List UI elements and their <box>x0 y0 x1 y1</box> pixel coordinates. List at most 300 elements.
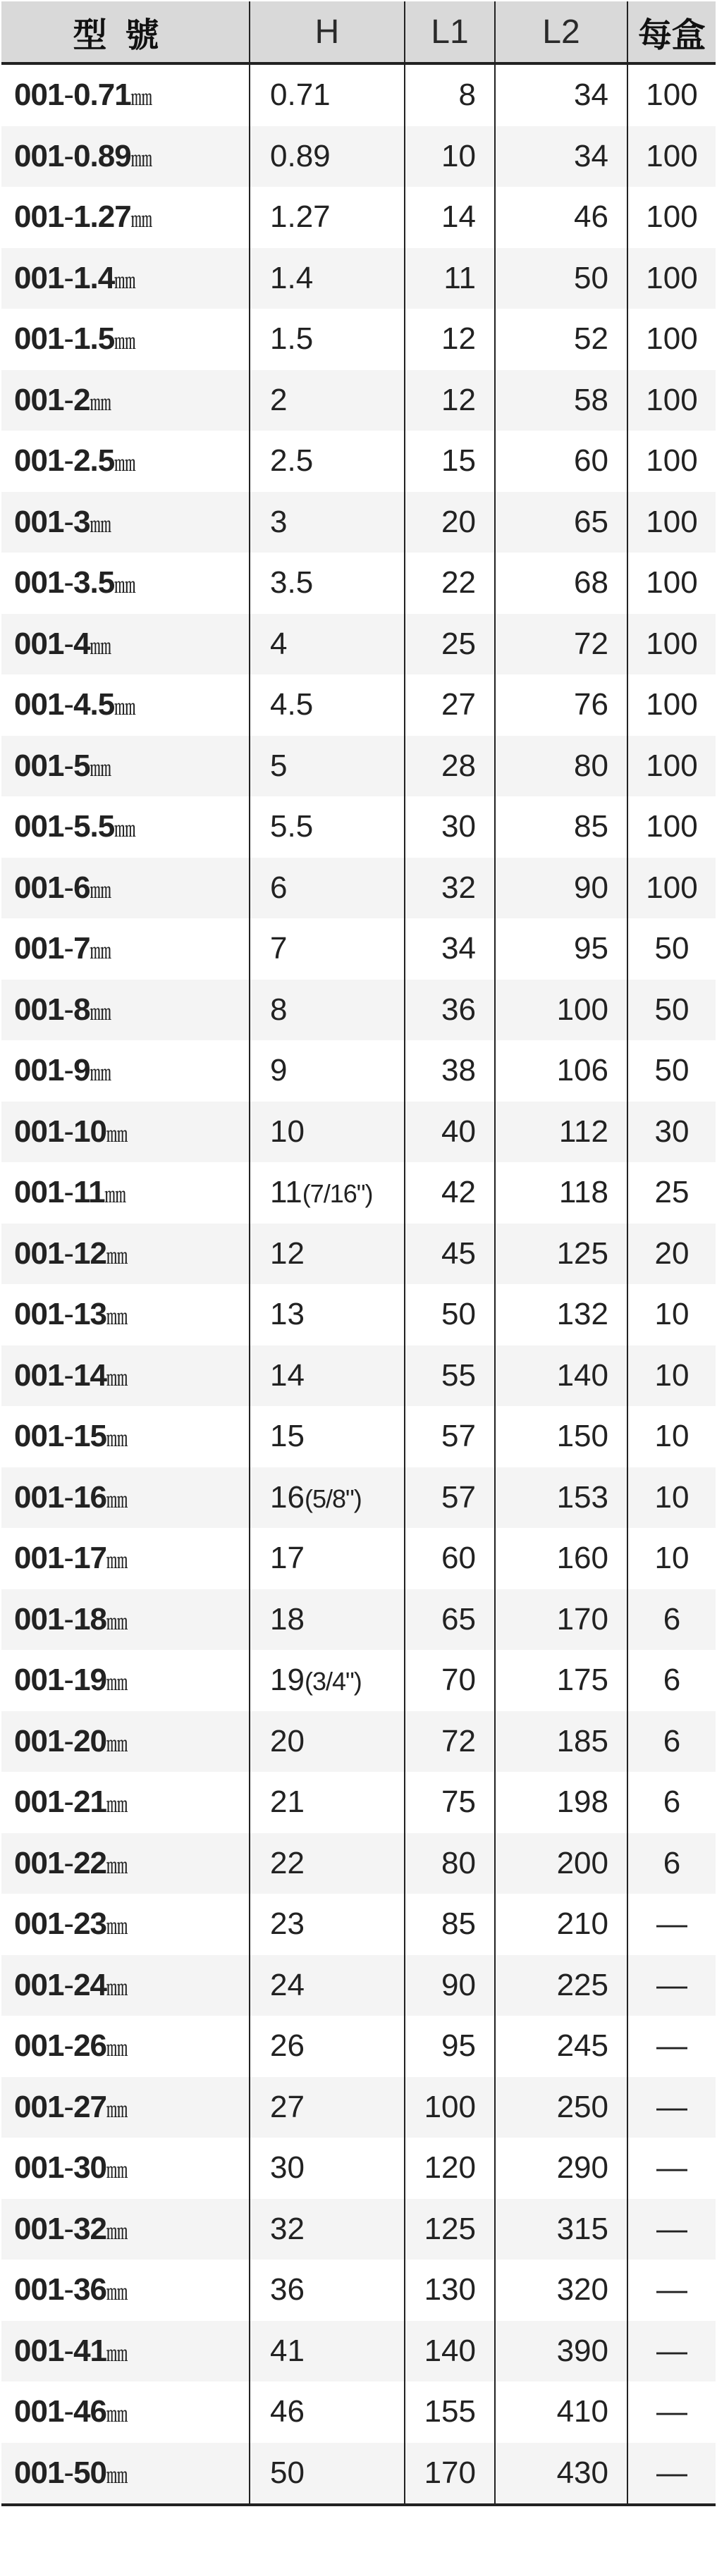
per-box-cell: 50 <box>627 980 716 1041</box>
header-model: 型號 <box>1 1 250 63</box>
l1-cell: 170 <box>405 2443 495 2506</box>
h-cell <box>250 126 405 187</box>
table-row <box>1 1650 716 1711</box>
l1-cell: 85 <box>405 1894 495 1955</box>
h-cell <box>250 1833 405 1894</box>
model-unit: ㎜ <box>106 1732 127 1756</box>
header-l2: L2 <box>495 1 627 63</box>
l2-cell: 95 <box>495 918 627 980</box>
per-box-cell: 10 <box>627 1467 716 1529</box>
h-cell <box>250 1040 405 1102</box>
l2-cell: 160 <box>495 1528 627 1589</box>
h-value: 32 <box>270 2211 305 2246</box>
model-prefix: 001 <box>14 1541 64 1576</box>
model-separator: - <box>63 78 74 113</box>
model-size: 22 <box>73 1845 107 1880</box>
per-box-cell: — <box>627 2077 716 2138</box>
table-row <box>1 2016 716 2077</box>
h-cell <box>250 2199 405 2260</box>
model-unit: ㎜ <box>106 2464 127 2488</box>
model-cell <box>1 248 250 309</box>
model-size: 23 <box>73 1906 107 1942</box>
l1-cell: 155 <box>405 2381 495 2443</box>
model-separator: - <box>63 1357 74 1393</box>
model-separator: - <box>63 1053 74 1088</box>
model-prefix: 001 <box>14 870 64 905</box>
table-row <box>1 553 716 614</box>
model-unit: ㎜ <box>90 513 110 537</box>
l1-cell: 100 <box>405 2077 495 2138</box>
h-cell <box>250 1528 405 1589</box>
h-cell <box>250 2138 405 2199</box>
model-size: 5 <box>73 748 90 783</box>
l1-cell: 120 <box>405 2138 495 2199</box>
per-box-cell: 100 <box>627 674 716 736</box>
model-prefix: 001 <box>14 1479 64 1515</box>
model-prefix: 001 <box>14 1967 64 2002</box>
model-prefix: 001 <box>14 138 64 173</box>
h-value: 24 <box>270 1967 305 2002</box>
model-separator: - <box>63 1297 74 1332</box>
table-row <box>1 1589 716 1651</box>
l2-cell: 106 <box>495 1040 627 1102</box>
per-box-cell: 6 <box>627 1711 716 1773</box>
l1-cell: 10 <box>405 126 495 187</box>
l1-cell: 40 <box>405 1102 495 1163</box>
table-row <box>1 1406 716 1467</box>
per-box-cell: 100 <box>627 858 716 919</box>
h-value: 36 <box>270 2272 305 2307</box>
l2-cell: 185 <box>495 1711 627 1773</box>
h-cell <box>250 248 405 309</box>
h-value: 5 <box>270 748 288 783</box>
l2-cell: 100 <box>495 980 627 1041</box>
model-size: 27 <box>73 2089 107 2124</box>
model-prefix: 001 <box>14 992 64 1027</box>
l1-cell: 65 <box>405 1589 495 1651</box>
h-cell <box>250 2381 405 2443</box>
l1-cell: 75 <box>405 1772 495 1833</box>
model-separator: - <box>63 2455 74 2490</box>
model-cell <box>1 2016 250 2077</box>
model-unit: ㎜ <box>90 757 110 781</box>
model-unit: ㎜ <box>106 1976 127 2000</box>
l1-cell: 30 <box>405 796 495 858</box>
h-value: 15 <box>270 1419 305 1454</box>
model-unit: ㎜ <box>106 1550 127 1574</box>
table-row <box>1 248 716 309</box>
model-cell <box>1 2138 250 2199</box>
h-cell <box>250 2077 405 2138</box>
model-separator: - <box>63 687 74 722</box>
h-value: 0.71 <box>270 78 331 113</box>
header-per-box: 每盒 <box>627 1 716 63</box>
model-prefix: 001 <box>14 1114 64 1149</box>
model-unit: ㎜ <box>114 696 135 720</box>
h-cell <box>250 63 405 126</box>
h-cell <box>250 2443 405 2506</box>
h-cell <box>250 1162 405 1224</box>
model-size: 46 <box>73 2394 107 2429</box>
h-value: 46 <box>270 2394 305 2429</box>
per-box-cell: 100 <box>627 796 716 858</box>
model-size: 14 <box>73 1357 107 1393</box>
model-prefix: 001 <box>14 2211 64 2246</box>
model-cell <box>1 2199 250 2260</box>
l2-cell: 34 <box>495 63 627 126</box>
table-row <box>1 918 716 980</box>
h-value: 8 <box>270 992 288 1027</box>
header-l1: L1 <box>405 1 495 63</box>
model-separator: - <box>63 870 74 905</box>
model-cell <box>1 2321 250 2382</box>
model-unit: ㎜ <box>106 1916 127 1940</box>
l1-cell: 90 <box>405 1955 495 2016</box>
per-box-cell: — <box>627 2260 716 2321</box>
l2-cell: 65 <box>495 492 627 553</box>
l1-cell: 55 <box>405 1345 495 1407</box>
h-value: 9 <box>270 1053 288 1088</box>
l2-cell: 140 <box>495 1345 627 1407</box>
model-prefix: 001 <box>14 1785 64 1820</box>
l2-cell: 225 <box>495 1955 627 2016</box>
h-inch-note: (5/8") <box>304 1484 362 1513</box>
h-value: 1.27 <box>270 199 331 235</box>
h-cell <box>250 796 405 858</box>
h-value: 4.5 <box>270 687 314 722</box>
model-unit: ㎜ <box>130 209 151 233</box>
table-row <box>1 2199 716 2260</box>
model-size: 11 <box>73 1175 105 1210</box>
model-cell <box>1 736 250 797</box>
model-unit: ㎜ <box>106 2403 127 2427</box>
table-row <box>1 1162 716 1224</box>
model-prefix: 001 <box>14 1601 64 1637</box>
model-cell <box>1 2077 250 2138</box>
l2-cell: 390 <box>495 2321 627 2382</box>
l2-cell: 90 <box>495 858 627 919</box>
table-row <box>1 1772 716 1833</box>
l2-cell: 250 <box>495 2077 627 2138</box>
l1-cell: 27 <box>405 674 495 736</box>
model-cell <box>1 126 250 187</box>
l1-cell: 14 <box>405 187 495 248</box>
l1-cell: 72 <box>405 1711 495 1773</box>
l2-cell: 118 <box>495 1162 627 1224</box>
model-size: 41 <box>73 2333 107 2368</box>
model-size: 16 <box>73 1479 107 1515</box>
model-prefix: 001 <box>14 2272 64 2307</box>
model-cell <box>1 858 250 919</box>
h-value: 17 <box>270 1541 305 1576</box>
per-box-cell: — <box>627 2321 716 2382</box>
model-size: 0.71 <box>73 78 131 113</box>
model-separator: - <box>63 626 74 661</box>
h-cell <box>250 431 405 492</box>
model-cell <box>1 1345 250 1407</box>
model-unit: ㎜ <box>106 1672 127 1696</box>
h-value: 1.4 <box>270 260 314 295</box>
model-size: 7 <box>73 931 90 966</box>
h-value: 22 <box>270 1845 305 1880</box>
table-row <box>1 370 716 431</box>
model-unit: ㎜ <box>106 1610 127 1634</box>
l2-cell: 58 <box>495 370 627 431</box>
table-row <box>1 674 716 736</box>
h-value: 19 <box>270 1663 305 1698</box>
h-cell <box>250 858 405 919</box>
h-cell <box>250 674 405 736</box>
model-cell <box>1 1162 250 1224</box>
table-header <box>1 1 716 63</box>
model-separator: - <box>63 260 74 295</box>
h-cell <box>250 309 405 370</box>
per-box-cell: 100 <box>627 370 716 431</box>
model-unit: ㎜ <box>90 1062 110 1086</box>
model-prefix: 001 <box>14 78 64 113</box>
model-size: 12 <box>73 1235 107 1271</box>
model-size: 6 <box>73 870 90 905</box>
table-row <box>1 858 716 919</box>
model-size: 21 <box>73 1785 107 1820</box>
l1-cell: 22 <box>405 553 495 614</box>
table-row <box>1 1224 716 1285</box>
h-value: 3 <box>270 504 288 539</box>
h-cell <box>250 553 405 614</box>
model-cell <box>1 1955 250 2016</box>
model-separator: - <box>63 382 74 417</box>
l2-cell: 200 <box>495 1833 627 1894</box>
h-value: 4 <box>270 626 288 661</box>
h-value: 16 <box>270 1479 305 1515</box>
l2-cell: 320 <box>495 2260 627 2321</box>
model-cell <box>1 674 250 736</box>
h-cell <box>250 918 405 980</box>
model-separator: - <box>63 138 74 173</box>
model-size: 18 <box>73 1601 107 1637</box>
per-box-cell: 50 <box>627 918 716 980</box>
model-cell <box>1 2443 250 2506</box>
h-value: 20 <box>270 1723 305 1758</box>
model-cell <box>1 1772 250 1833</box>
table-row <box>1 2138 716 2199</box>
model-prefix: 001 <box>14 1053 64 1088</box>
model-size: 19 <box>73 1663 107 1698</box>
model-cell <box>1 1467 250 1529</box>
model-prefix: 001 <box>14 1357 64 1393</box>
model-separator: - <box>63 1723 74 1758</box>
table-row <box>1 980 716 1041</box>
per-box-cell: 6 <box>627 1650 716 1711</box>
h-value: 50 <box>270 2455 305 2490</box>
l1-cell: 130 <box>405 2260 495 2321</box>
table-row <box>1 2321 716 2382</box>
model-size: 8 <box>73 992 90 1027</box>
model-cell <box>1 1284 250 1345</box>
model-separator: - <box>63 443 74 479</box>
model-size: 5.5 <box>73 809 115 844</box>
model-size: 1.27 <box>73 199 131 235</box>
per-box-cell: — <box>627 1894 716 1955</box>
h-value: 10 <box>270 1114 305 1149</box>
model-prefix: 001 <box>14 2028 64 2064</box>
l2-cell: 153 <box>495 1467 627 1529</box>
table-row <box>1 736 716 797</box>
model-separator: - <box>63 1785 74 1820</box>
l1-cell: 95 <box>405 2016 495 2077</box>
model-unit: ㎜ <box>90 879 110 903</box>
per-box-cell: 100 <box>627 309 716 370</box>
l1-cell: 140 <box>405 2321 495 2382</box>
model-size: 15 <box>73 1419 107 1454</box>
model-prefix: 001 <box>14 382 64 417</box>
l2-cell: 132 <box>495 1284 627 1345</box>
per-box-cell: 100 <box>627 431 716 492</box>
h-value: 14 <box>270 1357 305 1393</box>
model-unit: ㎜ <box>114 818 135 842</box>
model-cell <box>1 1833 250 1894</box>
h-cell <box>250 1894 405 1955</box>
table-row <box>1 796 716 858</box>
l2-cell: 210 <box>495 1894 627 1955</box>
model-unit: ㎜ <box>106 1123 127 1147</box>
h-cell <box>250 1772 405 1833</box>
model-separator: - <box>63 1541 74 1576</box>
l2-cell: 175 <box>495 1650 627 1711</box>
table-row <box>1 63 716 126</box>
l1-cell: 11 <box>405 248 495 309</box>
model-size: 1.5 <box>73 321 115 357</box>
model-separator: - <box>63 504 74 539</box>
h-cell <box>250 1284 405 1345</box>
per-box-cell: — <box>627 1955 716 2016</box>
header-h: H <box>250 1 405 63</box>
model-cell <box>1 1711 250 1773</box>
per-box-cell: 10 <box>627 1406 716 1467</box>
table-row <box>1 2077 716 2138</box>
model-size: 32 <box>73 2211 107 2246</box>
per-box-cell: — <box>627 2138 716 2199</box>
l1-cell: 125 <box>405 2199 495 2260</box>
h-cell <box>250 1955 405 2016</box>
per-box-cell: 6 <box>627 1589 716 1651</box>
h-value: 21 <box>270 1785 305 1820</box>
h-cell <box>250 1224 405 1285</box>
model-prefix: 001 <box>14 809 64 844</box>
h-cell <box>250 370 405 431</box>
h-cell <box>250 1467 405 1529</box>
model-separator: - <box>63 321 74 357</box>
h-value: 5.5 <box>270 809 314 844</box>
per-box-cell: 30 <box>627 1102 716 1163</box>
l1-cell: 28 <box>405 736 495 797</box>
model-cell <box>1 1894 250 1955</box>
model-size: 17 <box>73 1541 107 1576</box>
l2-cell: 290 <box>495 2138 627 2199</box>
l2-cell: 46 <box>495 187 627 248</box>
model-unit: ㎜ <box>106 2281 127 2305</box>
h-cell <box>250 1345 405 1407</box>
model-prefix: 001 <box>14 748 64 783</box>
model-size: 10 <box>73 1114 107 1149</box>
l1-cell: 80 <box>405 1833 495 1894</box>
model-cell <box>1 1528 250 1589</box>
l1-cell: 12 <box>405 370 495 431</box>
per-box-cell: 6 <box>627 1772 716 1833</box>
model-prefix: 001 <box>14 2089 64 2124</box>
table-row <box>1 1955 716 2016</box>
h-value: 6 <box>270 870 288 905</box>
per-box-cell: — <box>627 2016 716 2077</box>
table-row <box>1 309 716 370</box>
model-size: 4.5 <box>73 687 115 722</box>
per-box-cell: — <box>627 2199 716 2260</box>
model-size: 20 <box>73 1723 107 1758</box>
model-cell <box>1 614 250 675</box>
h-cell <box>250 980 405 1041</box>
l2-cell: 410 <box>495 2381 627 2443</box>
model-size: 1.4 <box>73 260 115 295</box>
l1-cell: 45 <box>405 1224 495 1285</box>
model-separator: - <box>63 2028 74 2064</box>
model-unit: ㎜ <box>90 940 110 964</box>
model-cell <box>1 63 250 126</box>
model-size: 50 <box>73 2455 107 2490</box>
h-value: 18 <box>270 1601 305 1637</box>
h-cell <box>250 492 405 553</box>
model-cell <box>1 431 250 492</box>
per-box-cell: 100 <box>627 187 716 248</box>
model-unit: ㎜ <box>90 1001 110 1025</box>
h-cell <box>250 614 405 675</box>
model-cell <box>1 187 250 248</box>
l2-cell: 85 <box>495 796 627 858</box>
table-row <box>1 1040 716 1102</box>
model-cell <box>1 1589 250 1651</box>
model-prefix: 001 <box>14 687 64 722</box>
model-cell <box>1 1102 250 1163</box>
h-value: 27 <box>270 2089 305 2124</box>
model-separator: - <box>63 565 74 600</box>
table-row <box>1 431 716 492</box>
h-value: 1.5 <box>270 321 314 357</box>
model-separator: - <box>63 1663 74 1698</box>
model-prefix: 001 <box>14 321 64 357</box>
l2-cell: 170 <box>495 1589 627 1651</box>
model-separator: - <box>63 1967 74 2002</box>
model-unit: ㎜ <box>114 574 135 598</box>
h-value: 26 <box>270 2028 305 2064</box>
model-prefix: 001 <box>14 2394 64 2429</box>
model-size: 3 <box>73 504 90 539</box>
model-unit: ㎜ <box>130 147 151 171</box>
l1-cell: 20 <box>405 492 495 553</box>
model-unit: ㎜ <box>106 1489 127 1512</box>
l2-cell: 72 <box>495 614 627 675</box>
h-inch-note: (3/4") <box>304 1667 362 1696</box>
model-cell <box>1 309 250 370</box>
model-separator: - <box>63 1601 74 1637</box>
model-unit: ㎜ <box>106 1245 127 1269</box>
model-cell <box>1 370 250 431</box>
model-size: 0.89 <box>73 138 131 173</box>
model-size: 26 <box>73 2028 107 2064</box>
l2-cell: 125 <box>495 1224 627 1285</box>
l1-cell: 15 <box>405 431 495 492</box>
model-unit: ㎜ <box>114 331 135 355</box>
l1-cell: 57 <box>405 1467 495 1529</box>
h-value: 13 <box>270 1297 305 1332</box>
